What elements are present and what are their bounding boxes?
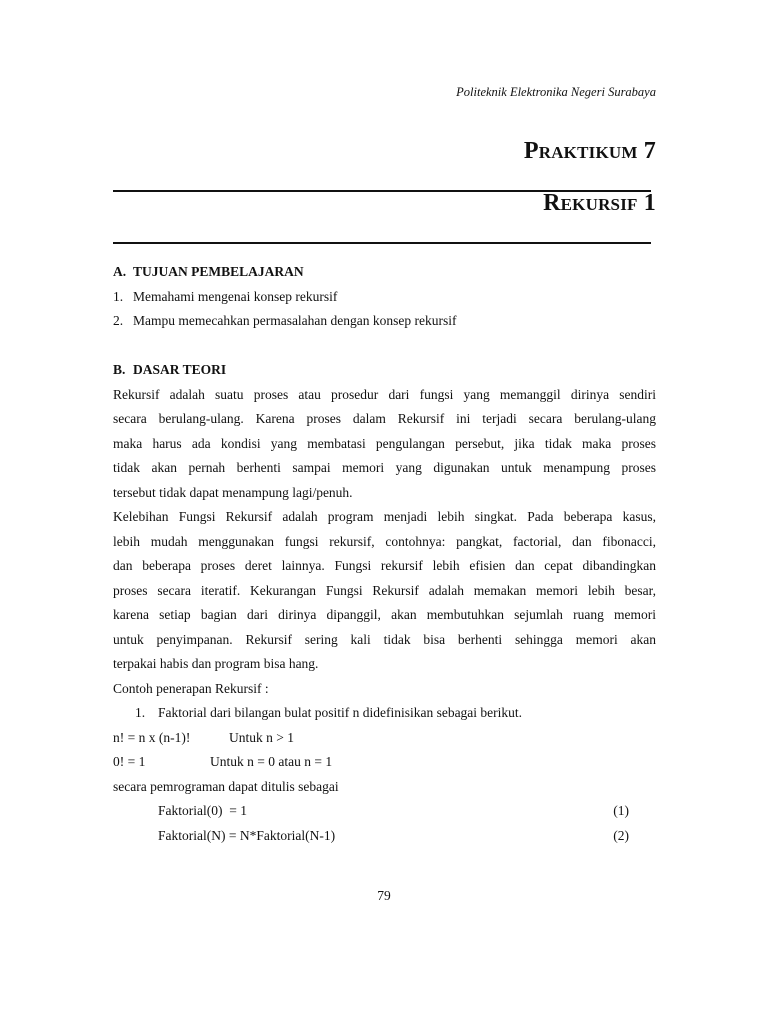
example-text: Faktorial dari bilangan bulat positif n didefinisikan sebagai berikut. [158,705,523,720]
formula-recursive-case [113,726,656,751]
section-b-label: B. [113,362,126,377]
program-intro: secara pemrograman dapat ditulis sebagai [113,778,339,794]
paragraph-line: untuk penyimpanan. Rekursif sering kali tidak bisa berhenti sehingga memori akan [113,631,656,647]
objective-text: Mampu memecahkan permasalahan dengan konsep rekursif [133,313,457,328]
page-number: 79 [377,888,391,903]
spacer [113,334,656,359]
equation-expression: Faktorial(N) = N*Faktorial(N-1) [158,827,336,843]
paragraph-line: lebih mudah menggunakan fungsi rekursif, contohnya: pangkat, factorial, dan fibonacci, [113,533,656,549]
paragraph-line: proses secara iteratif. Kekurangan Fungsi Rekursif adalah memakan memori lebih besar, [113,582,656,598]
theory-paragraph-2 [113,505,656,677]
paragraph-line: karena setiap bagian dari dirinya dipanggil, akan membutuhkan sejumlah ruang memori [113,607,656,622]
example-item [113,701,656,726]
practicum-title: Praktikum 7 [523,138,656,164]
document-body [113,260,656,848]
equation-number: (2) [613,827,629,843]
paragraph-line: tidak akan pernah berhenti sampai memori yang digunakan untuk menampung proses [113,460,656,475]
paragraph-line: secara berulang-ulang. Karena proses dalam Rekursif ini terjadi secara berulang-ulang [113,411,656,426]
running-header: Politeknik Elektronika Negeri Surabaya [456,85,656,99]
example-number: 1. [135,705,146,720]
formula-expression: 0! = 1 [113,754,146,769]
equation-line [113,799,656,824]
formula-condition: Untuk n = 0 atau n = 1 [210,754,333,769]
section-a-heading [113,260,656,285]
objective-item [113,285,656,310]
equation-number: (1) [613,803,629,818]
formula-expression: n! = n x (n-1)! [113,729,191,745]
paragraph-line: tersebut tidak dapat menampung lagi/penuh. [113,484,353,500]
paragraph-line: Rekursif adalah suatu proses atau prosedur dari fungsi yang memanggil dirinya sendiri [113,386,656,402]
example-intro: Contoh penerapan Rekursif : [113,680,269,696]
section-b-heading [113,358,656,383]
objective-number: 2. [113,313,124,328]
paragraph-line: dan beberapa proses deret lainnya. Fungsi rekursif lebih efisien dan cepat dibandingkan [113,558,656,573]
equation-line [113,824,656,849]
formula-base-case [113,750,656,775]
equation-expression: Faktorial(0) = 1 [158,803,247,818]
paragraph-line: Kelebihan Fungsi Rekursif adalah program menjadi lebih singkat. Pada beberapa kasus, [113,509,656,524]
objective-item [113,309,656,334]
section-b-title: DASAR TEORI [133,362,227,377]
theory-paragraph-1 [113,383,656,506]
section-a-label: A. [113,264,127,279]
paragraph-line: terpakai habis dan program bisa hang. [113,656,319,671]
title-rule-bottom [113,242,651,244]
topic-title: Rekursif 1 [543,190,656,216]
formula-condition: Untuk n > 1 [229,729,294,745]
objective-text: Memahami mengenai konsep rekursif [133,288,338,304]
objective-number: 1. [113,288,124,304]
section-a-title: TUJUAN PEMBELAJARAN [133,264,304,279]
paragraph-line: maka harus ada kondisi yang membatasi pengulangan persebut, jika tidak maka proses [113,435,656,451]
